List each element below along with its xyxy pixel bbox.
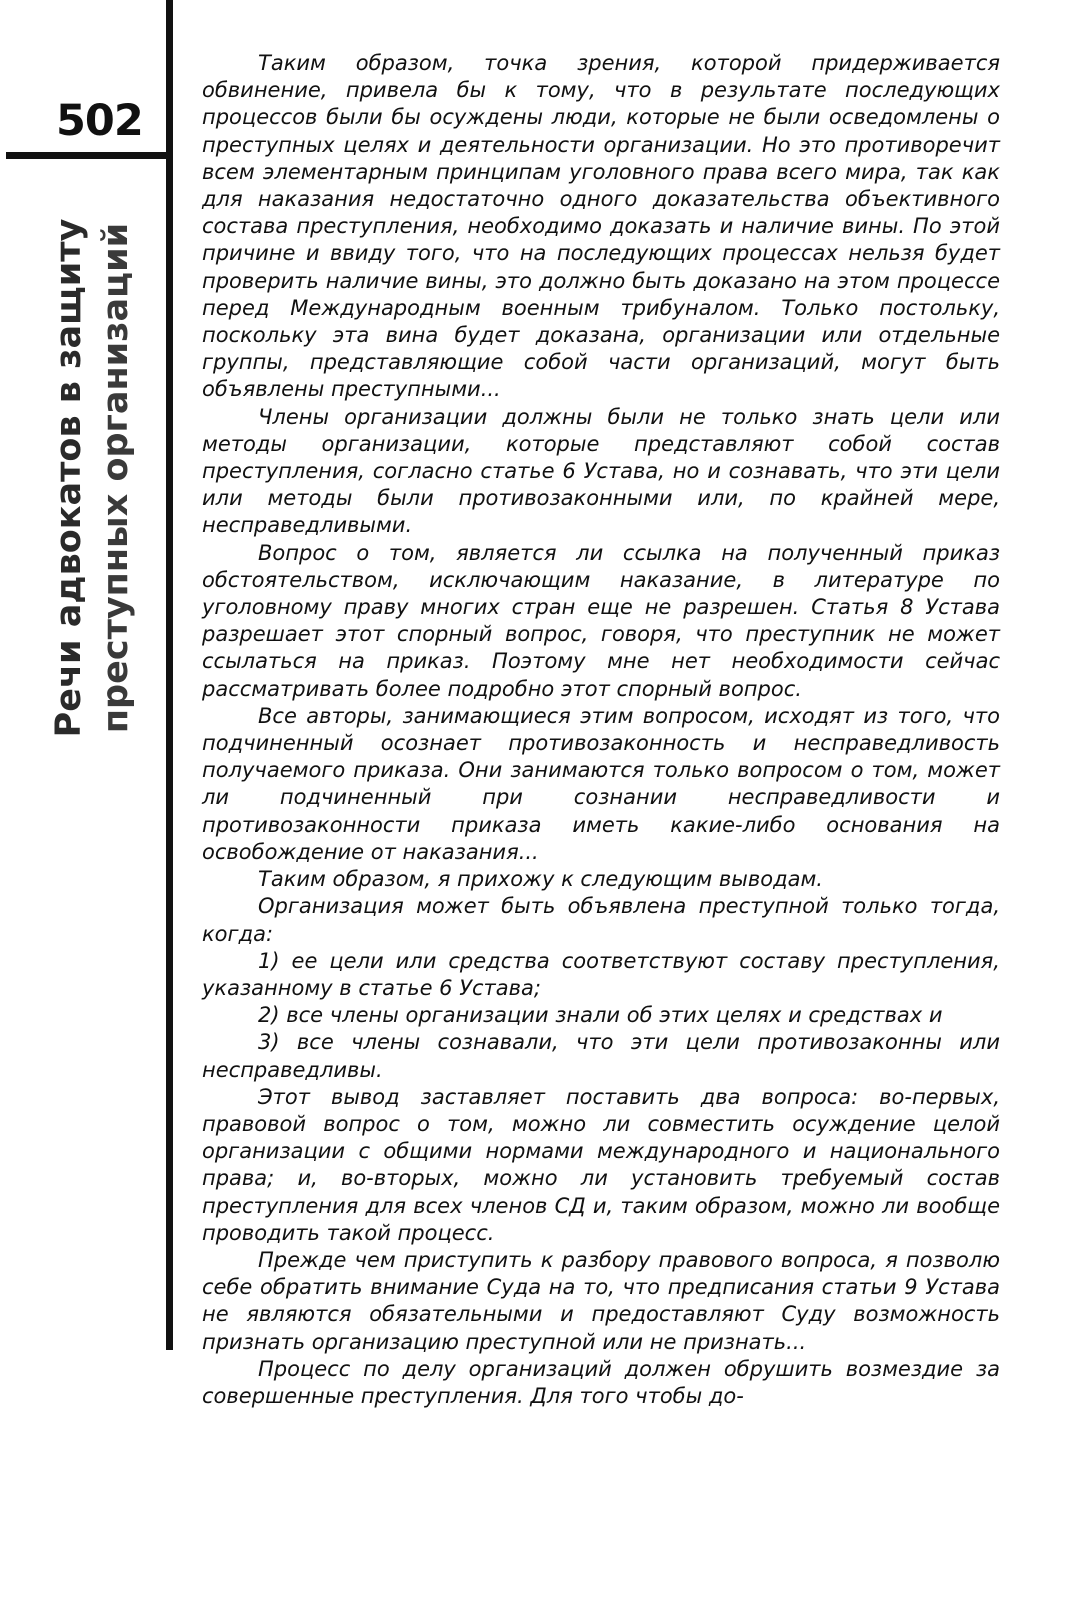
paragraph-7: Этот вывод заставляет поставить два вопроса: во-первых, правовой вопрос о том, можно ли совместить осуждение целой организации с общими нормами международного и национального права; и, во-вторых, можно ли установить требуемый состав преступления для всех членов СД и, таким образом, можно ли вообще проводить такой процесс. — [202, 1084, 1000, 1245]
page-number-rule — [6, 152, 166, 159]
margin-rule — [166, 0, 173, 1350]
paragraph-1: Таким образом, точка зрения, которой придерживается обвинение, привела бы к тому, что в результате последующих процессов были бы осуждены люди, которые не были осведомлены о преступных целях и деятельности организации. Но это противоречит всем элементарным принципам уголовного права всего мира, так как для наказания недостаточно одного доказательства объективного состава преступления, необходимо доказать и наличие вины. По этой причине и ввиду того, что на последующих процессах нельзя будет проверить наличие вины, это должно быть доказано на этом процессе перед Международным военным трибуналом. Только постольку, поскольку эта вина будет доказана, организации или отдельные группы, представляющие собой части организаций, могут быть объявлены преступными... — [202, 51, 1000, 402]
paragraph-4: Все авторы, занимающиеся этим вопросом, исходят из того, что подчиненный осознает противозаконность и несправедливость получаемого приказа. Они занимаются только вопросом о том, может ли подчиненный при сознании несправедливости и противозаконности приказа иметь какие-либо основания на освобождение от наказания... — [202, 703, 1000, 864]
paragraph-6: Организация может быть объявлена преступной только тогда, когда: — [202, 894, 1000, 946]
running-title-line1: Речи адвокатов в защиту — [49, 218, 89, 738]
paragraph-9: Процесс по делу организаций должен обрушить возмездие за совершенные преступления. Для того чтобы до- — [202, 1356, 1000, 1408]
list-item-2: 2) все члены организации знали об этих целях и средствах и — [258, 1003, 943, 1028]
list-item-3: 3) все члены сознавали, что эти цели противозаконны или несправедливы. — [202, 1030, 1000, 1082]
paragraph-8: Прежде чем приступить к разбору правового вопроса, я позволю себе обратить внимание Суда на то, что предписания статьи 9 Устава не являются обязательными и предоставляют Суду возможность признать организацию преступной или не признать... — [202, 1247, 1000, 1354]
running-title — [46, 198, 140, 758]
page-number: 502 — [56, 96, 143, 146]
list-item-1: 1) ее цели или средства соответствуют составу преступления, указанному в статье 6 Устава; — [202, 948, 1000, 1000]
running-title-line2: преступных организаций — [96, 222, 136, 734]
paragraph-5: Таким образом, я прихожу к следующим выводам. — [258, 867, 823, 892]
paragraph-2: Члены организации должны были не только знать цели или методы организации, которые представляют собой состав преступления, согласно статье 6 Устава, но и сознавать, что эти цели или методы были противозаконными или, по крайней мере, несправедливыми. — [202, 404, 1000, 538]
body-text — [202, 50, 1000, 1410]
paragraph-3: Вопрос о том, является ли ссылка на полученный приказ обстоятельством, исключающим наказание, в литературе по уголовному праву многих стран еще не разрешен. Статья 8 Устава разрешает этот спорный вопрос, говоря, что преступник не может ссылаться на приказ. Поэтому мне нет необходимости сейчас рассматривать более подробно этот спорный вопрос. — [202, 540, 1000, 701]
